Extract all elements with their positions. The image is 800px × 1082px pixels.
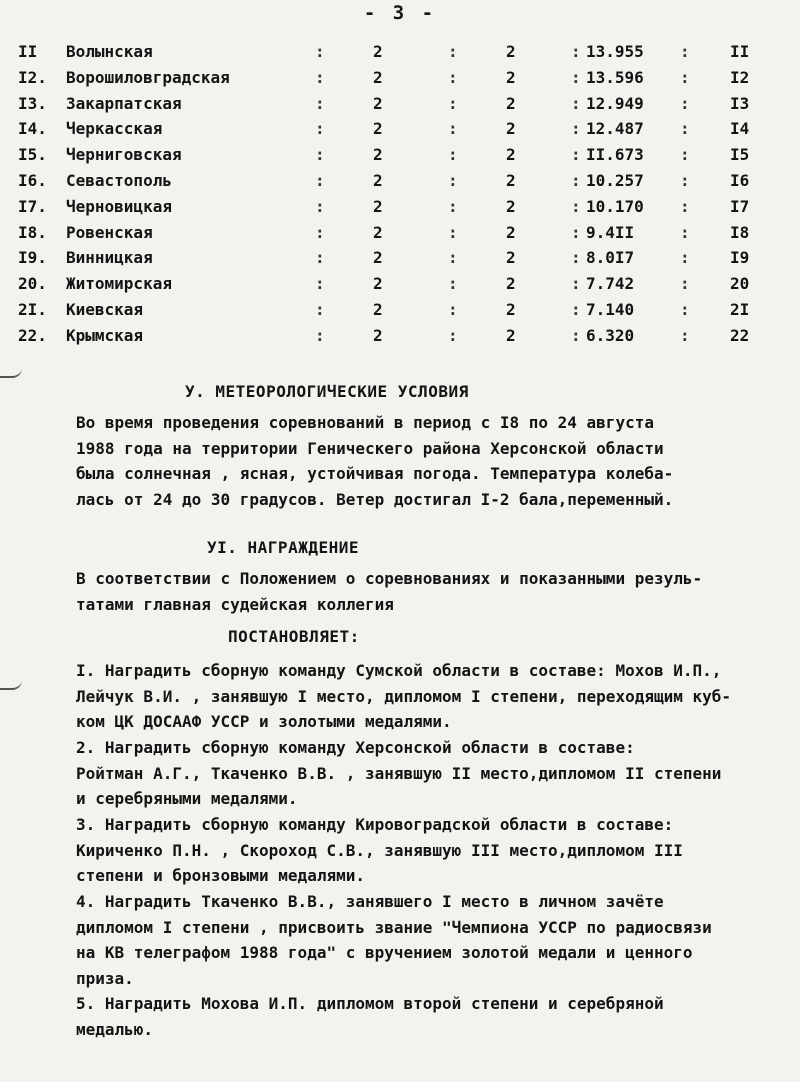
table-row [0, 167, 800, 193]
column-separator: : [571, 93, 581, 113]
awards-intro: В соответствии с Положением о соревнованиях и показанными резуль- татами главная судейская коллегия [76, 569, 703, 614]
column-separator: : [571, 274, 581, 294]
column-separator: : [448, 42, 458, 61]
column-separator: : [571, 170, 581, 190]
value-1: 2 [373, 42, 383, 61]
table-row [0, 38, 800, 64]
column-separator: : [680, 67, 690, 87]
region-name: Волынская [66, 42, 153, 61]
value-2: 2 [506, 222, 516, 242]
column-separator: : [315, 93, 325, 113]
score: 6.320 [586, 325, 635, 345]
row-number: I5. [18, 145, 47, 165]
value-1: 2 [373, 248, 383, 268]
row-number: I3. [18, 93, 47, 113]
column-separator: : [448, 222, 458, 242]
column-separator: : [680, 325, 690, 345]
page-number: - 3 - [363, 2, 437, 24]
table-row [0, 219, 800, 245]
column-separator: : [315, 42, 325, 61]
column-separator: : [571, 119, 581, 139]
value-1: 2 [373, 222, 383, 242]
table-row [0, 244, 800, 270]
column-separator: : [448, 67, 458, 87]
table-row [0, 64, 800, 90]
row-number: I9. [18, 248, 47, 268]
value-1: 2 [373, 299, 383, 319]
place: I6 [730, 170, 750, 190]
score: 9.4II [586, 222, 635, 242]
column-separator: : [571, 222, 581, 242]
column-separator: : [571, 196, 581, 216]
value-2: 2 [506, 196, 516, 216]
table-row [0, 193, 800, 219]
table-row [0, 322, 800, 348]
place: 22 [730, 325, 750, 345]
award-item-2: 2. Наградить сборную команду Херсонской области в составе: Ройтман А.Г., Ткаченко В.В. , занявшую II место,дипломом II степени и серебряными медалями. [76, 738, 722, 808]
region-name: Черниговская [66, 145, 182, 165]
value-2: 2 [506, 170, 516, 190]
region-name: Черновицкая [66, 196, 172, 216]
value-2: 2 [506, 274, 516, 294]
score: 12.949 [586, 93, 644, 113]
column-separator: : [571, 42, 581, 61]
score: 7.140 [586, 299, 635, 319]
region-name: Ворошиловградская [66, 67, 230, 87]
score: 12.487 [586, 119, 644, 139]
column-separator: : [448, 170, 458, 190]
score: 7.742 [586, 274, 635, 294]
place: I4 [730, 119, 750, 139]
row-number: I4. [18, 119, 47, 139]
column-separator: : [680, 93, 690, 113]
value-2: 2 [506, 299, 516, 319]
column-separator: : [315, 67, 325, 87]
place: 2I [730, 299, 750, 319]
score: 10.170 [586, 196, 644, 216]
column-separator: : [315, 274, 325, 294]
score: 8.0I7 [586, 248, 635, 268]
column-separator: : [680, 248, 690, 268]
award-item-5: 5. Наградить Мохова И.П. дипломом второй степени и серебряной медалью. [76, 994, 664, 1039]
weather-paragraph: Во время проведения соревнований в период с I8 по 24 августа 1988 года на территории Геническего района Херсонской области была солнечная , ясная, устойчивая погода. Температура колеба- лась от 24 до 30 градусов. Ветер достигал I-2 бала,переменный. [76, 413, 674, 509]
column-separator: : [315, 119, 325, 139]
region-name: Севастополь [66, 170, 172, 190]
column-separator: : [571, 248, 581, 268]
column-separator: : [448, 299, 458, 319]
score: 10.257 [586, 170, 644, 190]
region-name: Житомирская [66, 274, 172, 294]
column-separator: : [448, 325, 458, 345]
value-1: 2 [373, 170, 383, 190]
column-separator: : [680, 170, 690, 190]
value-2: 2 [506, 325, 516, 345]
region-name: Черкасская [66, 119, 163, 139]
table-row [0, 270, 800, 296]
place: 20 [730, 274, 750, 294]
row-number: I2. [18, 67, 47, 87]
column-separator: : [315, 145, 325, 165]
column-separator: : [448, 119, 458, 139]
value-1: 2 [373, 145, 383, 165]
row-number: I7. [18, 196, 47, 216]
place: I3 [730, 93, 750, 113]
region-name: Крымская [66, 325, 144, 345]
column-separator: : [571, 145, 581, 165]
value-2: 2 [506, 145, 516, 165]
score: 13.596 [586, 67, 644, 87]
margin-mark [0, 368, 22, 378]
region-name: Киевская [66, 299, 144, 319]
region-name: Винницкая [66, 248, 153, 268]
value-1: 2 [373, 325, 383, 345]
column-separator: : [680, 196, 690, 216]
column-separator: : [680, 299, 690, 319]
column-separator: : [680, 274, 690, 294]
score: 13.955 [586, 42, 644, 61]
table-row [0, 90, 800, 116]
column-separator: : [315, 170, 325, 190]
value-2: 2 [506, 67, 516, 87]
row-number: II [18, 42, 38, 61]
column-separator: : [571, 299, 581, 319]
award-item-1: I. Наградить сборную команду Сумской области в составе: Мохов И.П., Лейчук В.И. , занявшую I место, дипломом I степени, переходящим куб- ком ЦК ДОСААФ УССР и золотыми медалями. [76, 661, 732, 731]
value-2: 2 [506, 93, 516, 113]
decree-heading: ПОСТАНОВЛЯЕТ: [228, 627, 360, 646]
table-row [0, 141, 800, 167]
column-separator: : [571, 67, 581, 87]
column-separator: : [448, 196, 458, 216]
value-1: 2 [373, 67, 383, 87]
column-separator: : [571, 325, 581, 345]
score: II.673 [586, 145, 644, 165]
column-separator: : [315, 248, 325, 268]
value-1: 2 [373, 274, 383, 294]
place: I9 [730, 248, 750, 268]
value-1: 2 [373, 93, 383, 113]
award-item-4: 4. Наградить Ткаченко В.В., занявшего I место в личном зачёте дипломом I степени , присвоить звание "Чемпиона УССР по радиосвязи на КВ телеграфом 1988 года" с вручением золотой медали и ценного приза. [76, 892, 712, 988]
place: I2 [730, 67, 750, 87]
table-row [0, 115, 800, 141]
place: I8 [730, 222, 750, 242]
row-number: I8. [18, 222, 47, 242]
table-row [0, 296, 800, 322]
place: I7 [730, 196, 750, 216]
section-5-heading: У. МЕТЕОРОЛОГИЧЕСКИЕ УСЛОВИЯ [185, 382, 469, 401]
column-separator: : [315, 196, 325, 216]
value-2: 2 [506, 248, 516, 268]
value-2: 2 [506, 119, 516, 139]
column-separator: : [448, 145, 458, 165]
column-separator: : [315, 325, 325, 345]
results-table [0, 38, 800, 348]
place: I5 [730, 145, 750, 165]
column-separator: : [680, 119, 690, 139]
column-separator: : [448, 93, 458, 113]
value-2: 2 [506, 42, 516, 61]
column-separator: : [448, 248, 458, 268]
column-separator: : [680, 42, 690, 61]
region-name: Закарпатская [66, 93, 182, 113]
place: II [730, 42, 750, 61]
row-number: I6. [18, 170, 47, 190]
margin-mark [0, 680, 22, 690]
award-item-3: 3. Наградить сборную команду Кировоградской области в составе: Кириченко П.Н. , Скороход С.В., занявшую III место,дипломом III степени и бронзовыми медалями. [76, 815, 683, 885]
column-separator: : [315, 299, 325, 319]
column-separator: : [680, 222, 690, 242]
value-1: 2 [373, 119, 383, 139]
row-number: 22. [18, 325, 47, 345]
column-separator: : [680, 145, 690, 165]
row-number: 2I. [18, 299, 47, 319]
column-separator: : [315, 222, 325, 242]
value-1: 2 [373, 196, 383, 216]
region-name: Ровенская [66, 222, 153, 242]
section-6-heading: УI. НАГРАЖДЕНИЕ [207, 538, 359, 557]
row-number: 20. [18, 274, 47, 294]
column-separator: : [448, 274, 458, 294]
